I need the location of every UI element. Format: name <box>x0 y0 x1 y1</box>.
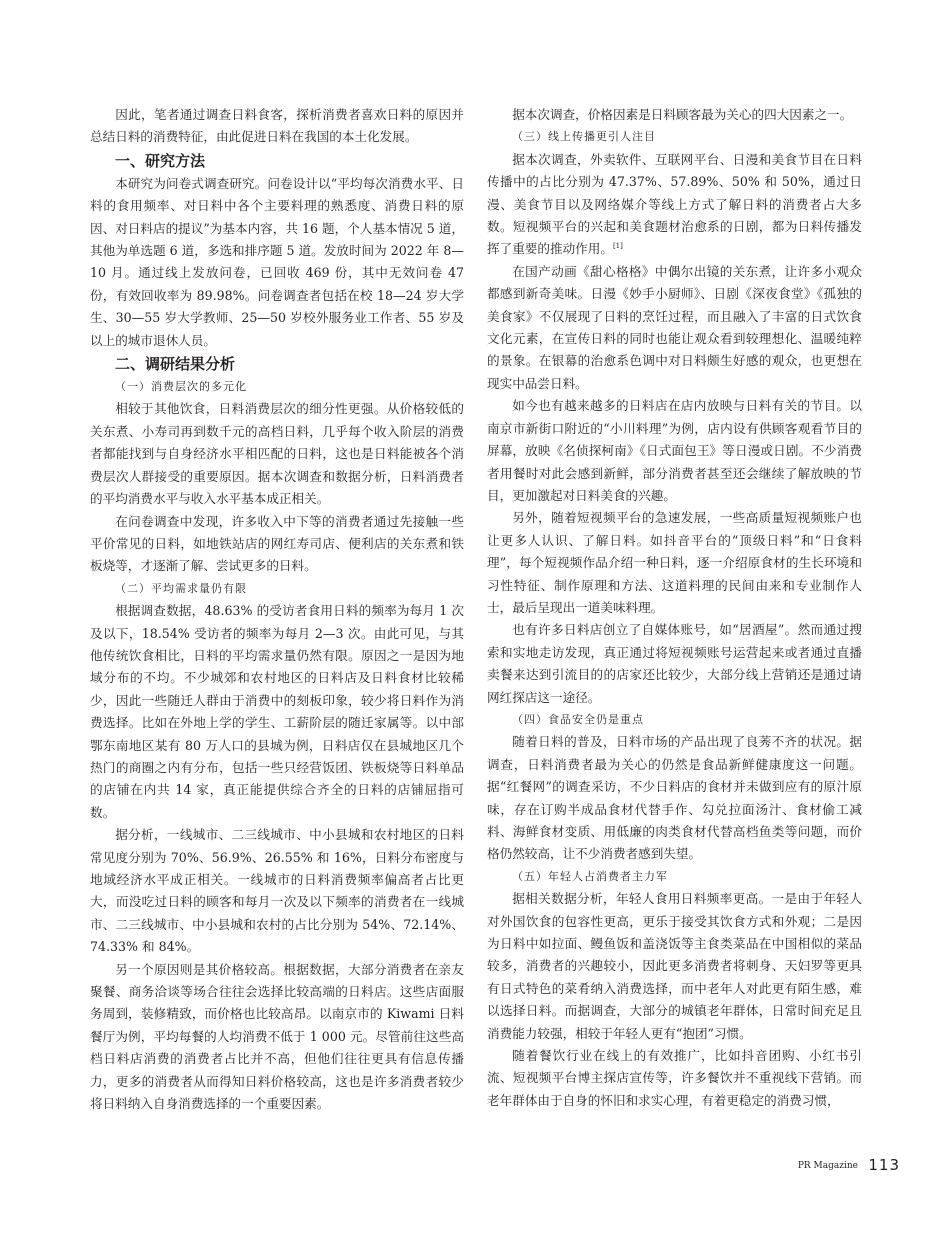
body-paragraph: 在国产动画《甜心格格》中偶尔出镜的关东煮，让许多小观众都感到新奇美味。日漫《妙手小厨师》、日剧《深夜食堂》《孤独的美食家》不仅展现了日料的烹饪过程，而且融入了丰富的日式饮食文化元素，在宣传日料的同时也能让观众看到较理想化、温暖纯粹的景象。在银幕的治愈系色调中对日料颇生好感的观众，也更想在现实中品尝日料。 <box>487 263 862 391</box>
subheading-5: （五）年轻人占消费者主力军 <box>512 869 668 883</box>
body-paragraph: 相较于其他饮食，日料消费层次的细分性更强。从价格较低的关东煮、小寿司再到数千元的高档日料，几乎每个收入阶层的消费者都能找到与自身经济水平相匹配的日料，这也是日料能被各个消费层次人群接受的重要原因。据本次调查和数据分析，日料消费者的平均消费水平与收入水平基本成正相关。 <box>90 401 464 507</box>
page-number: 113 <box>868 1156 900 1174</box>
left-column <box>90 104 464 1115</box>
right-column <box>487 104 862 1112</box>
body-paragraph: 也有许多日料店创立了自媒体账号，如“居酒屋”。然而通过搜索和实地走访发现，真正通过将短视频账号运营起来或者通过直播卖餐来达到引流目的的店家还比较少，大部分线上营销还是通过请网红探店这一途径。 <box>487 622 862 705</box>
body-paragraph: 另外，随着短视频平台的急速发展，一些高质量短视频账户也让更多人认识、了解日料。如抖音平台的“顶级日料”和“日食料理”，每个短视频作品介绍一种日料，逐一介绍原食材的生长环境和习性特征、制作原理和方法、这道料理的民间由来和专业制作人士，最后呈现出一道美味料理。 <box>487 510 862 615</box>
body-paragraph: 随着餐饮行业在线上的有效推广，比如抖音团购、小红书引流、短视频平台博主探店宣传等，许多餐饮并不重视线下营销。而老年群体由于自身的怀旧和求实心理，有着更稳定的消费习惯， <box>487 1048 862 1108</box>
body-paragraph: 另一个原因则是其价格较高。根据数据，大部分消费者在亲友聚餐、商务洽谈等场合往往会选择比较高端的日料店。这些店面服务周到，装修精致，而价格也比较高昂。以南京市的 Kiwami 日料餐厅为例，平均每餐的人均消费不低于 1 000 元。尽管前往这些高档日料店消费的消费者占比并不高，但他们往往更具有信息传播力，更多的消费者从而得知日料价格较高，这也是许多消费者较少将日料纳入自身消费选择的一个重要因素。 <box>90 961 464 1112</box>
section-heading-results: 二、调研结果分析 <box>115 355 236 374</box>
reference-marker: [1] <box>612 242 623 251</box>
body-paragraph: 据分析，一线城市、二三线城市、中小县城和农村地区的日料常见度分别为 70%、56.9%、26.55% 和 16%，日料分布密度与地域经济水平成正相关。一线城市的日料消费频率偏高者占比更大，而没吃过日料的顾客和每月一次及以下频率的消费者在一线城市、二三线城市、中小县城和农村的占比分别为 54%、72.14%、74.33% 和 84%。 <box>90 827 464 955</box>
section-heading-methods: 一、研究方法 <box>115 151 206 170</box>
methods-paragraph: 本研究为问卷式调查研究。问卷设计以“平均每次消费水平、日料的食用频率、对日料中各个主要料理的熟悉度、消费日料的原因、对日料店的提议”为基本内容，共 16 题，个人基本情况 5 道，其他为单选题 6 道，多选和排序题 5 道。发放时间为 2022 年 8—10 月。通过线上发放问卷，已回收 469 份，其中无效问卷 47 份，有效回收率为 89.98%。问卷调查者包括在校 18—24 岁大学生、30—55 岁大学教师、25—50 岁校外服务业工作者、55 岁及以上的城市退休人员。 <box>90 175 464 348</box>
body-paragraph <box>487 149 862 261</box>
body-paragraph: 如今也有越来越多的日料店在店内放映与日料有关的节目。以南京市新街口附近的“小川料理”为例，店内设有供顾客观看节目的屏幕，放映《名侦探柯南》《日式面包王》等日漫或日剧。不少消费者用餐时对此会感到新鲜，部分消费者甚至还会继续了解放映的节目，更加激起对日料美食的兴趣。 <box>487 398 862 503</box>
page-footer <box>786 1158 900 1172</box>
subheading-3: （三）线上传播更引人注目 <box>512 130 656 144</box>
body-paragraph: 据相关数据分析，年轻人食用日料频率更高。一是由于年轻人对外国饮食的包容性更高，更乐于接受其饮食方式和外观；二是因为日料中如拉面、鳗鱼饭和盖浇饭等主食类菜品在中国相似的菜品较多，消费者的兴趣较小，因此更多消费者将刺身、天妇罗等更具有日式特色的菜肴纳入消费选择，而中老年人对此更有陌生感，难以选择日料。而据调查，大部分的城镇老年群体，日常时间充足且消费能力较强，相较于年轻人更有“抱团”习惯。 <box>487 891 862 1041</box>
subheading-4: （四）食品安全仍是重点 <box>512 712 644 726</box>
intro-paragraph: 因此，笔者通过调查日料食客，探析消费者喜欢日料的原因并总结日料的消费特征，由此促进日料在我国的本土化发展。 <box>90 107 464 145</box>
body-paragraph: 据本次调查，价格因素是日料顾客最为关心的四大因素之一。 <box>512 107 853 122</box>
body-paragraph: 在问卷调查中发现，许多收入中下等的消费者通过先接触一些平价常见的日料，如地铁站店的网红寿司店、便利店的关东煮和铁板烧等，才逐渐了解、尝试更多的日料。 <box>90 513 464 574</box>
subheading-1: （一）消费层次的多元化 <box>115 380 247 394</box>
magazine-name: PR Magazine <box>797 1161 858 1171</box>
body-paragraph: 随着日料的普及，日料市场的产品出现了良莠不齐的状况。据调查，日料消费者最为关心的仍然是食品新鲜健康度这一问题。据“红餐网”的调查采访，不少日料店的食材并未做到应有的原汁原味，存在订购半成品食材代替手作、勾兑拉面汤汁、食材偷工减料、海鲜食材变质、用低廉的肉类食材代替高档鱼类等问题，而价格仍然较高，让不少消费者感到失望。 <box>487 734 862 862</box>
paragraph-text: 据本次调查，外卖软件、互联网平台、日漫和美食节目在日料传播中的占比分别为 47.37%、57.89%、50% 和 50%，通过日漫、美食节目以及网络媒介等线上方式了解日料的消费者占大多数。短视频平台的兴起和美食题材治愈系的日剧，都为日料传播发挥了重要的推动作用。 <box>487 151 862 257</box>
body-paragraph: 根据调查数据，48.63% 的受访者食用日料的频率为每月 1 次及以下，18.54% 受访者的频率为每月 2—3 次。由此可见，与其他传统饮食相比，日料的平均需求量仍然有限。原因之一是因为地域分布的不均。不少城郊和农村地区的日料店及日料食材比较稀少，因此一些随迁人群由于消费中的刻板印象，较少将日料作为消费选择。比如在外地上学的学生、工薪阶层的随迁家属等。以中部鄂东南地区某有 80 万人口的县城为例，日料店仅在县城地区几个热门的商圈之内有分布，包括一些只经营饭团、铁板烧等日料单品的店铺在内共 14 家，真正能提供综合齐全的日料的店铺屈指可数。 <box>90 603 464 820</box>
subheading-2: （二）平均需求量仍有限 <box>115 581 247 595</box>
